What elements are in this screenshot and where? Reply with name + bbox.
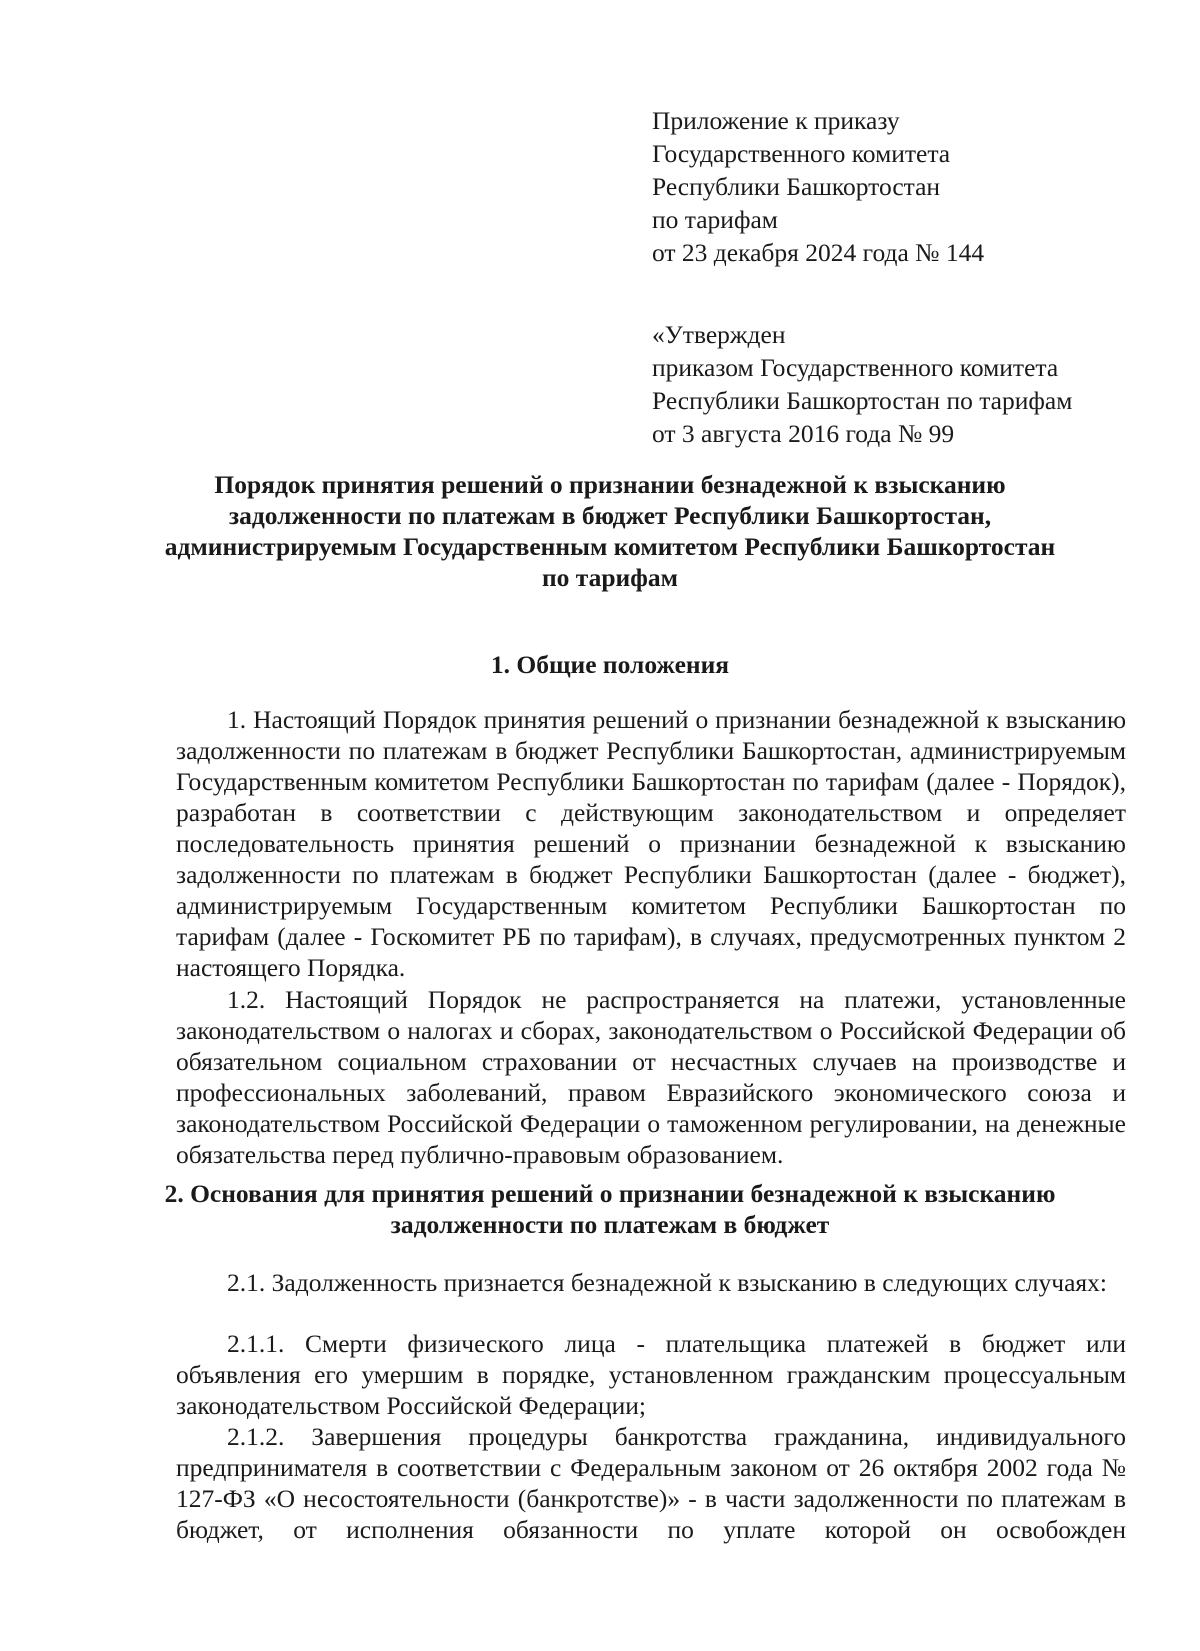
- title-line: задолженности по платежам в бюджет Республики Башкортостан,: [228, 501, 992, 530]
- paragraph-text: 1. Настоящий Порядок принятия решений о признании безнадежной к взысканию задолженности по платежам в бюджет Республики Башкортостан, администрируемым Государственным комитетом Республики Башкортостан по тарифам (далее - Порядок), разработан в соответствии с действующим законодательством и определяет последовательность принятия решений о признании безнадежной к взысканию задолженности по платежам в бюджет Республики Башкортостан (далее - бюджет), администрируемым Государственным комитетом Республики Башкортостан по тарифам (далее - Госкомитет РБ по тарифам), в случаях, предусмотренных пунктом 2 настоящего Порядка.: [176, 705, 1126, 982]
- title-line: администрируемым Государственным комитетом Республики Башкортостан: [164, 532, 1056, 561]
- paragraph-1: [176, 704, 1126, 983]
- section-1-heading: 1. Общие положения: [490, 650, 730, 679]
- paragraph-2-1-2: [176, 1421, 1126, 1545]
- paragraph-2-1-1: [176, 1328, 1126, 1421]
- paragraph-text: 2.1.2. Завершения процедуры банкротства гражданина, индивидуального предпринимателя в соответствии с Федеральным законом от 26 октября 2002 года № 127-ФЗ «О несостоятельности (банкротстве)» - в части задолженности по платежам в бюджет, от исполнения обязанности по уплате которой он освобожден: [176, 1422, 1126, 1544]
- document-title: [120, 469, 1100, 593]
- appendix-header: [652, 104, 1172, 269]
- paragraph-text: 1.2. Настоящий Порядок не распространяется на платежи, установленные законодательством о налогах и сборах, законодательством о Российской Федерации об обязательном социальном страховании от несчастных случаев на производстве и профессиональных заболеваний, правом Евразийского экономического союза и законодательством Российской Федерации о таможенном регулировании, на денежные обязательства перед публично-правовым образованием.: [176, 985, 1126, 1169]
- appendix-line: Приложение к приказу: [652, 106, 900, 135]
- section-2-heading: [120, 1178, 1100, 1240]
- approval-line: приказом Государственного комитета: [652, 353, 1059, 382]
- section-2-heading-line: 2. Основания для принятия решений о признании безнадежной к взысканию: [164, 1179, 1056, 1208]
- section-2-heading-line: задолженности по платежам в бюджет: [390, 1210, 830, 1239]
- appendix-line: Государственного комитета: [652, 139, 951, 168]
- approval-stamp-text: [652, 318, 1172, 450]
- paragraph-text: 2.1. Задолженность признается безнадежной к взысканию в следующих случаях:: [227, 1268, 1107, 1297]
- approval-line: «Утвержден: [652, 320, 786, 349]
- paragraph-2-1: [176, 1267, 1126, 1298]
- approval-line: Республики Башкортостан по тарифам: [652, 386, 1073, 415]
- approval-line: от 3 августа 2016 года № 99: [652, 419, 955, 448]
- appendix-line: от 23 декабря 2024 года № 144: [652, 238, 985, 267]
- appendix-line: по тарифам: [652, 205, 778, 234]
- paragraph-1-2: [176, 984, 1126, 1170]
- appendix-line: Республики Башкортостан: [652, 172, 941, 201]
- paragraph-text: 2.1.1. Смерти физического лица - плательщика платежей в бюджет или объявления его умершим в порядке, установленном гражданским процессуальным законодательством Российской Федерации;: [176, 1329, 1126, 1420]
- title-line: Порядок принятия решений о признании безнадежной к взысканию: [214, 470, 1006, 499]
- title-line: по тарифам: [541, 563, 679, 592]
